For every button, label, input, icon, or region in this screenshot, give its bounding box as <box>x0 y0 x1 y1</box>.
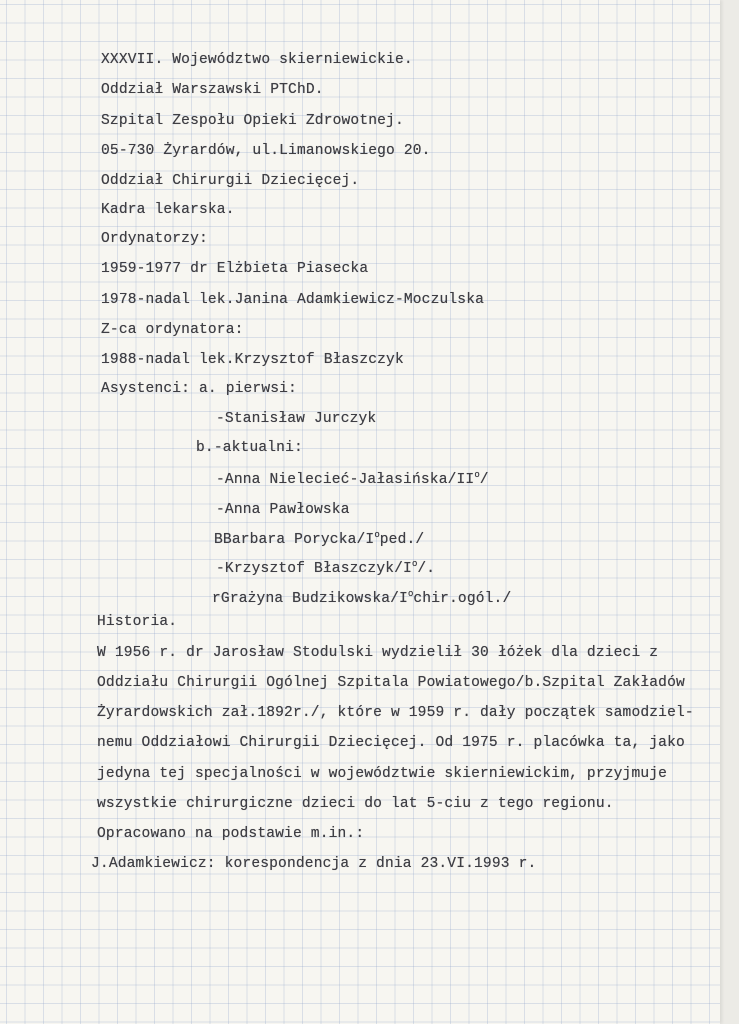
history-line: jedyna tej specjalności w województwie skierniewickim, przyjmuje <box>97 766 668 782</box>
head-entry: 1978-nadal lek.Janina Adamkiewicz-Moczulska <box>101 292 485 308</box>
heads-label: Ordynatorzy: <box>101 231 208 247</box>
voivodeship-heading: XXXVII. Województwo skierniewickie. <box>101 52 413 68</box>
first-assistant-entry: -Stanisław Jurczyk <box>216 411 377 427</box>
current-assistant-entry: -Anna Pawłowska <box>216 502 350 518</box>
deputy-label: Z-ca ordynatora: <box>101 322 244 338</box>
history-line: wszystkie chirurgiczne dzieci do lat 5-ciu z tego regionu. <box>97 796 614 812</box>
current-assistant-entry: -Krzysztof Błaszczyk/$I^o/$. <box>216 559 436 577</box>
history-line: W 1956 r. dr Jarosław Stodulski wydzielił 30 łóżek dla dzieci z <box>97 645 659 661</box>
source-entry: J.Adamkiewicz: korespondencja z dnia 23.VI.1993 r. <box>91 856 537 872</box>
history-line: Żyrardowskich zał.1892r./, które w 1959 r. dały początek samodziel- <box>97 705 694 721</box>
history-heading: Historia. <box>97 614 178 630</box>
hospital-address: 05-730 Żyrardów, ul.Limanowskiego 20. <box>101 143 431 159</box>
hospital-name: Szpital Zespołu Opieki Zdrowotnej. <box>101 113 404 129</box>
sources-label: Opracowano na podstawie m.in.: <box>97 826 365 842</box>
assistants-label: Asystenci: a. pierwsi: <box>101 381 297 397</box>
current-assistant-entry: -Anna Nielecieć-$Jałasińska/II^o/$ <box>216 470 489 488</box>
head-entry: 1959-1977 dr Elżbieta Piasecka <box>101 261 369 277</box>
current-assistant-entry: BBarbara Porycka/$I^oped./$ <box>214 530 425 548</box>
history-line: nemu Oddziałowi Chirurgii Dziecięcej. Od 1975 r. placówka ta, jako <box>97 735 685 751</box>
department-name: Oddział Chirurgii Dziecięcej. <box>101 173 360 189</box>
current-assistants-label: b.-aktualni: <box>196 440 303 456</box>
history-line: Oddziału Chirurgii Ogólnej Szpitala Powiatowego/b.Szpital Zakładów <box>97 675 685 691</box>
current-assistant-entry: rGrażyna Budzikowska/$I^ochir.ogól./$ <box>212 589 512 607</box>
branch-name: Oddział Warszawski PTChD. <box>101 82 324 98</box>
deputy-entry: 1988-nadal lek.Krzysztof Błaszczyk <box>101 352 404 368</box>
staff-heading: Kadra lekarska. <box>101 202 235 218</box>
